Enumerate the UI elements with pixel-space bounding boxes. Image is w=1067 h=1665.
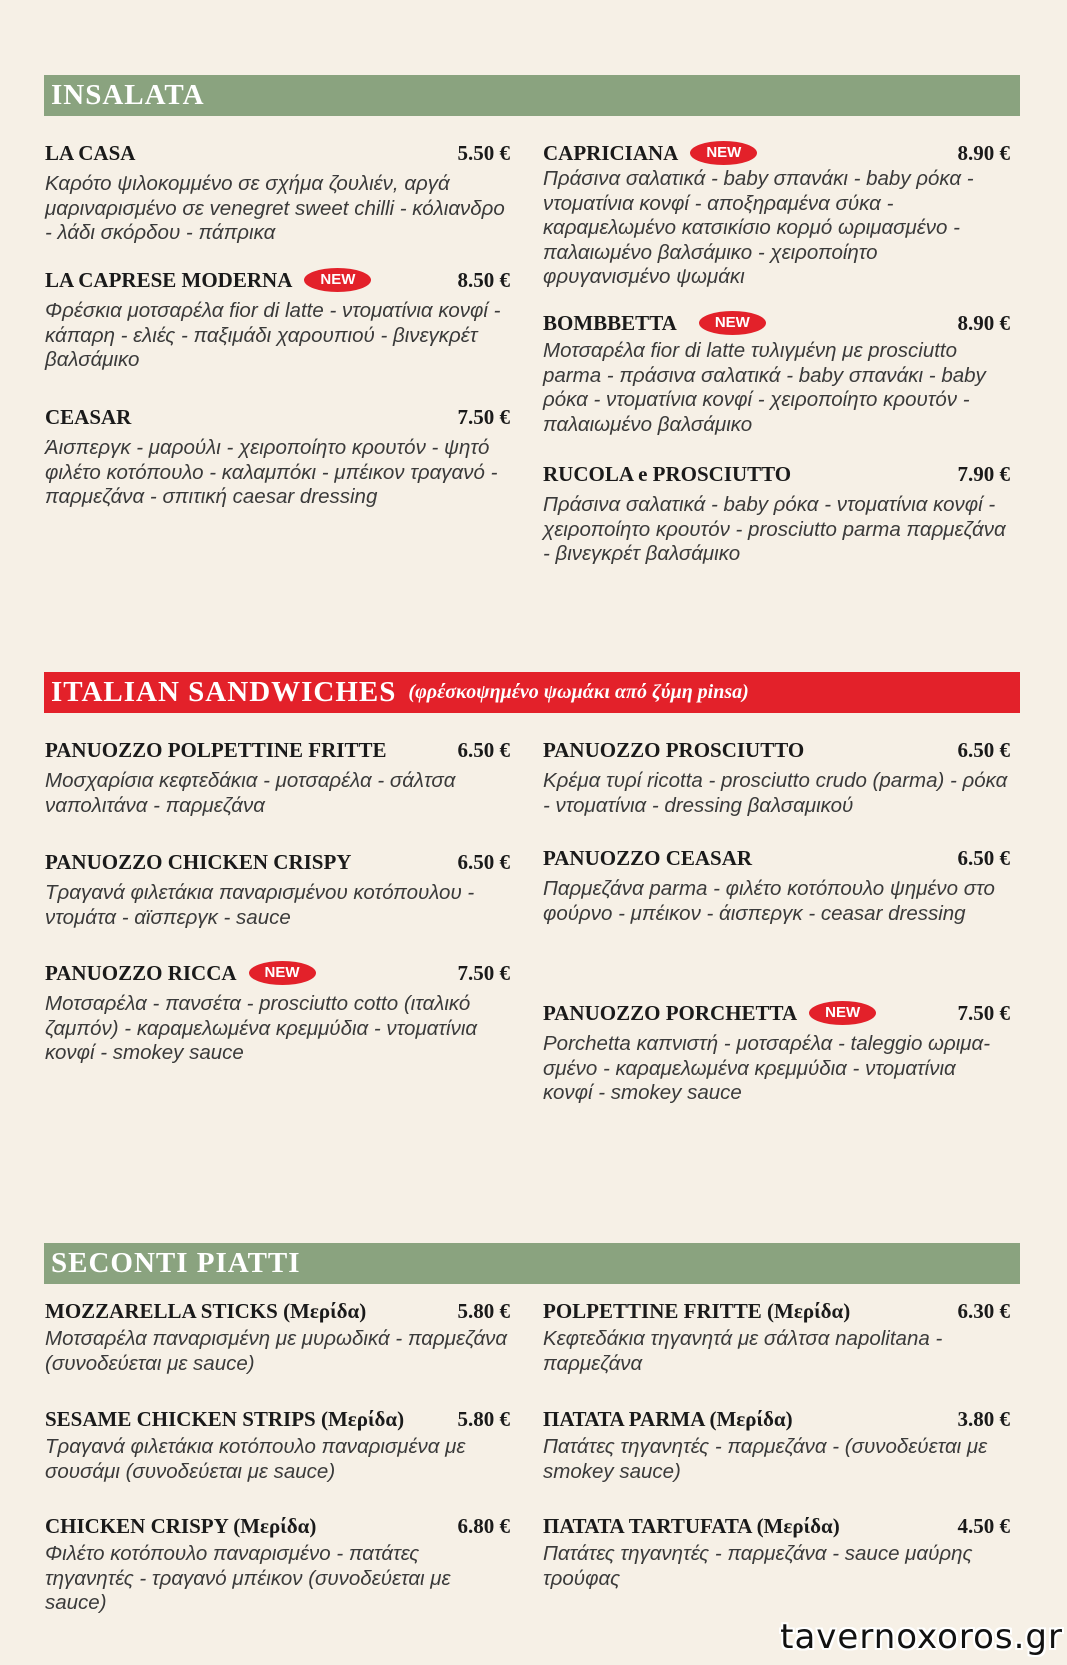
item-description: Μοτσαρέλα - πανσέτα - prosciutto cotto (ιταλικό ζαμπόν) - καραμελωμένα κρεμμύδια - ντοματίνια κονφί - smokey sauce bbox=[45, 992, 478, 1064]
item-description: Μοτσαρέλα fior di latte τυλιγμένη με prosciutto parma - πράσινα σαλατικά - baby σπανάκι - baby ρόκα - ντοματίνια κονφί - χειροποίητο κρουτόν - παλαιωμένο βαλσάμικο bbox=[543, 339, 986, 436]
item-name: ΠΑΤΑΤΑ TARTUFATA (Μερίδα) bbox=[543, 1513, 840, 1538]
section-title: SECONTI PIATTI bbox=[51, 1247, 301, 1279]
item-price: 8.90 € bbox=[957, 310, 1010, 335]
item-price: 8.50 € bbox=[457, 267, 510, 292]
menu-item bbox=[45, 1405, 510, 1484]
item-description: Κρέμα τυρί ricotta - prosciutto crudo (parma) - ρόκα - ντοματίνια - dressing βαλσαμικού bbox=[543, 769, 1008, 817]
item-price: 6.30 € bbox=[957, 1298, 1010, 1323]
menu-item bbox=[543, 1512, 1010, 1591]
new-badge: NEW bbox=[699, 311, 766, 335]
item-description: Παρμεζάνα parma - φιλέτο κοτόπουλο ψημένο στο φούρνο - μπέικον - άισπεργκ - ceasar dressing bbox=[543, 877, 995, 925]
item-price: 5.50 € bbox=[457, 140, 510, 165]
watermark: tavernoxoros.gr bbox=[780, 1617, 1063, 1657]
item-description: Μοτσαρέλα παναρισμένη με μυρωδικά - παρμεζάνα (συνοδεύεται με sauce) bbox=[45, 1327, 508, 1375]
item-price: 6.50 € bbox=[457, 849, 510, 874]
menu-item bbox=[543, 1405, 1010, 1484]
menu-item bbox=[45, 959, 510, 1066]
item-description: Πράσινα σαλατικά - baby ρόκα - ντοματίνια κονφί - χειροποίητο κρουτόν - prosciutto parma παρμεζάνα - βινεγκρέτ βαλσάμικο bbox=[543, 493, 1006, 565]
new-badge: NEW bbox=[304, 268, 371, 292]
section-subtitle: (φρέσκοψημένο ψωμάκι από ζύμη pinsa) bbox=[408, 681, 749, 703]
item-description: Φρέσκια μοτσαρέλα fior di latte - ντοματίνια κονφί - κάπαρη - ελιές - παξιμάδι χαρουπιού - βινεγκρέτ βαλσάμικο bbox=[45, 299, 501, 371]
menu-item bbox=[45, 266, 510, 373]
menu-item bbox=[45, 1297, 510, 1376]
item-name: CEASAR bbox=[45, 404, 132, 429]
section-title: INSALATA bbox=[51, 79, 205, 111]
item-description: Μοσχαρίσια κεφτεδάκια - μοτσαρέλα - σάλτσα ναπολιτάνα - παρμεζάνα bbox=[45, 769, 456, 817]
item-name: LA CASA bbox=[45, 140, 136, 165]
item-description: Καρότο ψιλοκομμένο σε σχήμα ζουλιέν, αργά μαριναρισμένο σε venegret sweet chilli - κόλιανδρο - λάδι σκόρδου - πάπρικα bbox=[45, 172, 505, 244]
item-name: PANUOZZO POLPETTINE FRITTE bbox=[45, 737, 387, 762]
item-name: PANUOZZO CHICKEN CRISPY bbox=[45, 849, 352, 874]
new-badge: NEW bbox=[249, 961, 316, 985]
item-price: 5.80 € bbox=[457, 1298, 510, 1323]
item-price: 6.50 € bbox=[957, 845, 1010, 870]
new-badge: NEW bbox=[809, 1001, 876, 1025]
item-name: PANUOZZO CEASAR bbox=[543, 845, 753, 870]
item-description: Πράσινα σαλατικά - baby σπανάκι - baby ρόκα - ντοματίνια κονφί - αποξηραμένα σύκα - καραμελωμένο κατσικίσιο κορμό ωριμασμένο - παλαιωμένο βαλσάμικο - χειροποίητο φρυγανισμένο ψωμάκι bbox=[543, 167, 974, 288]
item-name: PANUOZZO RICCA bbox=[45, 960, 237, 985]
item-price: 7.50 € bbox=[457, 404, 510, 429]
item-name: MOZZARELLA STICKS (Μερίδα) bbox=[45, 1298, 367, 1323]
item-name: SESAME CHICKEN STRIPS (Μερίδα) bbox=[45, 1406, 405, 1431]
menu-item bbox=[45, 848, 510, 930]
item-price: 7.50 € bbox=[457, 960, 510, 985]
item-price: 3.80 € bbox=[957, 1406, 1010, 1431]
item-name: CAPRICIANA bbox=[543, 140, 679, 165]
item-price: 6.50 € bbox=[457, 737, 510, 762]
menu-item bbox=[45, 139, 510, 246]
item-description: Πατάτες τηγανητές - παρμεζάνα - sauce μαύρης τρούφας bbox=[543, 1542, 973, 1590]
section-title: ITALIAN SANDWICHES bbox=[51, 676, 397, 708]
item-name: ΠΑΤΑΤΑ PARMA (Μερίδα) bbox=[543, 1406, 793, 1431]
menu-item bbox=[543, 1297, 1010, 1376]
menu-item bbox=[543, 999, 1010, 1106]
item-description: Φιλέτο κοτόπουλο παναρισμένο - πατάτες τηγανητές - τραγανό μπέικον (συνοδεύεται με sauce) bbox=[45, 1542, 451, 1614]
menu-item bbox=[543, 139, 1010, 290]
new-badge: NEW bbox=[690, 141, 757, 165]
menu-item bbox=[45, 736, 510, 818]
menu-item bbox=[543, 736, 1010, 818]
item-description: Πατάτες τηγανητές - παρμεζάνα - (συνοδεύεται με smokey sauce) bbox=[543, 1435, 988, 1483]
menu-item bbox=[543, 460, 1010, 567]
item-description: Άισπεργκ - μαρούλι - χειροποίητο κρουτόν - ψητό φιλέτο κοτόπουλο - καλαμπόκι - μπέικον τραγανό - παρμεζάνα - σπιτική caesar dressing bbox=[45, 436, 498, 508]
item-price: 5.80 € bbox=[457, 1406, 510, 1431]
item-price: 6.80 € bbox=[457, 1513, 510, 1538]
item-description: Τραγανά φιλετάκια παναρισμένου κοτόπουλου - ντομάτα - αϊσπεργκ - sauce bbox=[45, 881, 475, 929]
item-description: Τραγανά φιλετάκια κοτόπουλο παναρισμένα με σουσάμι (συνοδεύεται με sauce) bbox=[45, 1435, 466, 1483]
item-price: 6.50 € bbox=[957, 737, 1010, 762]
section-header-insalata bbox=[44, 75, 1020, 116]
item-name: POLPETTINE FRITTE (Μερίδα) bbox=[543, 1298, 851, 1323]
menu-item bbox=[45, 1512, 510, 1616]
item-name: RUCOLA e PROSCIUTTO bbox=[543, 461, 792, 486]
item-name: PANUOZZO PROSCIUTTO bbox=[543, 737, 805, 762]
item-name: LA CAPRESE MODERNA bbox=[45, 267, 293, 292]
item-price: 7.50 € bbox=[957, 1000, 1010, 1025]
item-price: 7.90 € bbox=[957, 461, 1010, 486]
menu-item bbox=[543, 844, 1010, 926]
item-price: 8.90 € bbox=[957, 140, 1010, 165]
menu-item bbox=[45, 403, 510, 510]
item-price: 4.50 € bbox=[957, 1513, 1010, 1538]
item-description: Κεφτεδάκια τηγανητά με σάλτσα napolitana - παρμεζάνα bbox=[543, 1327, 943, 1375]
item-name: CHICKEN CRISPY (Μερίδα) bbox=[45, 1513, 317, 1538]
item-name: PANUOZZO PORCHETTA bbox=[543, 1000, 798, 1025]
menu-item bbox=[543, 309, 1010, 437]
item-description: Porchetta καπνιστή - μοτσαρέλα - taleggio ωριμα-σμένο - καραμελωμένα κρεμμύδια - ντοματίνια κονφί - smokey sauce bbox=[543, 1032, 991, 1104]
item-name: BOMBBETTA bbox=[543, 310, 677, 335]
section-header-seconti bbox=[44, 1243, 1020, 1284]
section-header-sandwiches bbox=[44, 672, 1020, 713]
